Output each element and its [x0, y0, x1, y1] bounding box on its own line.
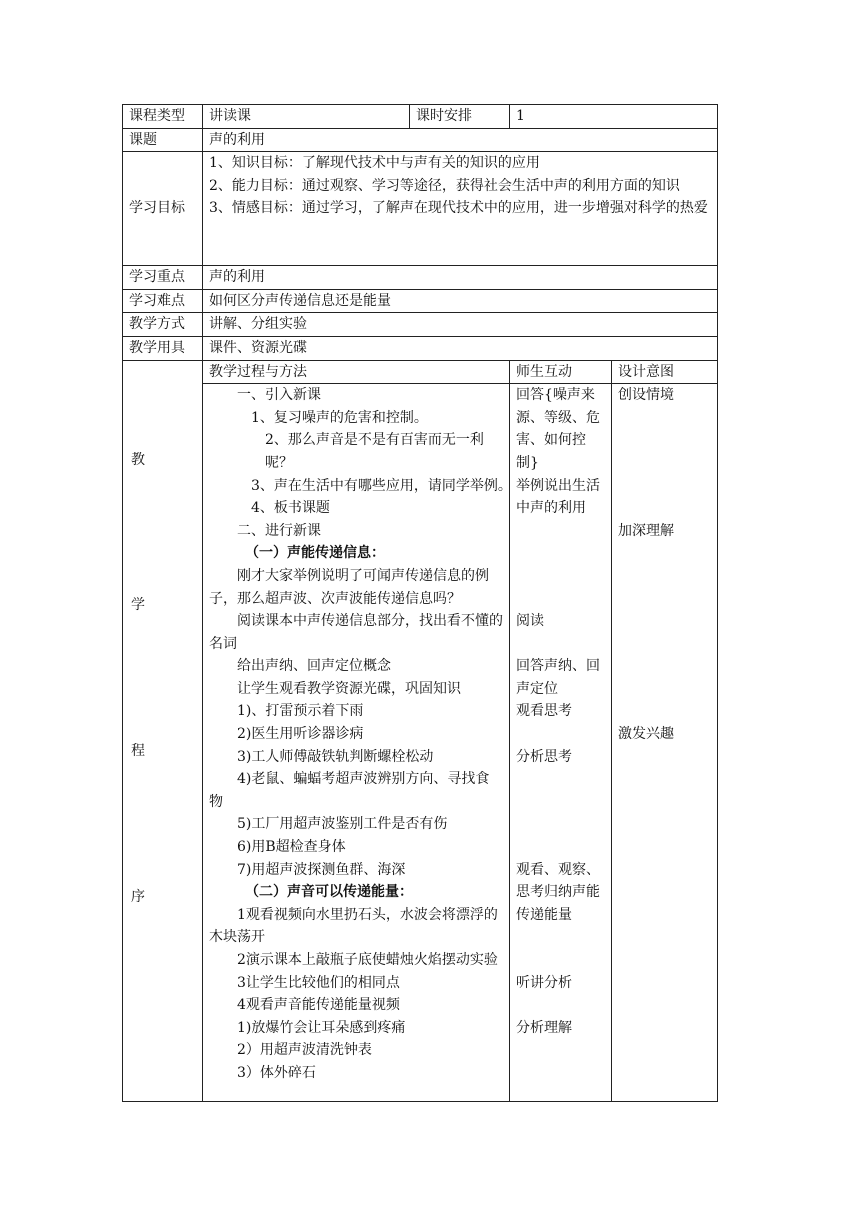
- row-process-body: [123, 384, 718, 1102]
- objectives-label: 学习目标: [123, 152, 203, 266]
- row-tools: [123, 336, 718, 360]
- objective-item: 2、能力目标：通过观察、学习等途径，获得社会生活中声的利用方面的知识: [209, 177, 680, 194]
- step-line: 6)用B超检查身体: [237, 839, 346, 856]
- tools-label: 教学用具: [123, 336, 203, 360]
- step-line: 2）用超声波清洗钟表: [237, 1042, 372, 1059]
- interaction-item: 阅读: [516, 613, 544, 630]
- interaction-item: 回答声纳、回声定位: [516, 658, 600, 697]
- step-line: 5)工厂用超声波鉴别工件是否有伤: [237, 816, 448, 833]
- interaction-column: [510, 384, 612, 1102]
- lesson-plan-table: [122, 104, 718, 1102]
- schedule-value: 1: [510, 105, 718, 129]
- step-line: 4观看声音能传递能量视频: [237, 997, 400, 1014]
- col-header-intent: 设计意图: [612, 360, 718, 384]
- step-line: 4)老鼠、蝙蝠考超声波辨别方向、寻找食物: [209, 771, 490, 810]
- row-topic: [123, 128, 718, 152]
- step-line: 阅读课本中声传递信息部分，找出看不懂的名词: [209, 613, 503, 652]
- interaction-item: 回答{噪声来源、等级、危害、如何控制}: [516, 387, 600, 471]
- topic-value: 声的利用: [203, 128, 718, 152]
- interaction-item: 分析思考: [516, 748, 572, 765]
- difficulty-label: 学习难点: [123, 289, 203, 313]
- interaction-item: 分析理解: [516, 1019, 572, 1036]
- step-heading: （一）声能传递信息：: [245, 545, 385, 562]
- course-type-label: 课程类型: [123, 105, 203, 129]
- objective-item: 3、情感目标：通过学习，了解声在现代技术中的应用，进一步增强对科学的热爱: [209, 200, 708, 217]
- step-line: 1观看视频向水里扔石头，水波会将漂浮的木块荡开: [209, 906, 498, 946]
- intent-item: 加深理解: [618, 522, 674, 539]
- schedule-label: 课时安排: [410, 105, 510, 129]
- intent-column: [612, 384, 718, 1102]
- col-header-interaction: 师生互动: [510, 360, 612, 384]
- col-header-process: 教学过程与方法: [203, 360, 510, 384]
- interaction-item: 举例说出生活中声的利用: [516, 477, 600, 517]
- key-point-label: 学习重点: [123, 266, 203, 290]
- step-line: 3让学生比较他们的相同点: [237, 974, 400, 991]
- method-label: 教学方式: [123, 313, 203, 337]
- process-side-label: [123, 360, 203, 1102]
- method-value: 讲解、分组实验: [203, 313, 718, 337]
- step-line: 1)、打雷预示着下雨: [237, 703, 364, 720]
- step-line: 刚才大家举例说明了可闻声传递信息的例子，那么超声波、次声波能传递信息吗？: [209, 567, 489, 607]
- step-line: 二、进行新课: [237, 522, 321, 539]
- key-point-value: 声的利用: [203, 266, 718, 290]
- step-line: 一、引入新课: [237, 387, 321, 404]
- process-char: 程: [131, 743, 145, 760]
- step-line: 7)用超声波探测鱼群、海深: [237, 861, 406, 878]
- step-line: 3）体外碎石: [237, 1064, 316, 1081]
- step-line: 3、声在生活中有哪些应用，请同学举例。: [251, 477, 512, 494]
- process-char: 学: [131, 597, 145, 614]
- course-type-value: 讲读课: [203, 105, 410, 129]
- step-line: 3)工人师傅敲铁轨判断螺栓松动: [237, 748, 434, 765]
- step-line: 给出声纳、回声定位概念: [237, 658, 391, 675]
- interaction-item: 听讲分析: [516, 974, 572, 991]
- step-line: 让学生观看教学资源光碟，巩固知识: [237, 680, 461, 697]
- objective-item: 1、知识目标：了解现代技术中与声有关的知识的应用: [209, 155, 540, 172]
- row-objectives: [123, 152, 718, 266]
- step-line: 2、那么声音是不是有百害而无一利呢？: [265, 432, 484, 471]
- intent-item: 创设情境: [618, 387, 674, 404]
- row-course-type: [123, 105, 718, 129]
- row-process-headers: [123, 360, 718, 384]
- difficulty-value: 如何区分声传递信息还是能量: [203, 289, 718, 313]
- process-char: 序: [131, 888, 145, 905]
- interaction-item: 观看、观察、思考归纳声能传递能量: [516, 861, 600, 923]
- row-difficulty: [123, 289, 718, 313]
- step-line: 1、复习噪声的危害和控制。: [251, 409, 428, 426]
- row-key-point: [123, 266, 718, 290]
- tools-value: 课件、资源光碟: [203, 336, 718, 360]
- step-line: 2)医生用听诊器诊病: [237, 726, 364, 743]
- step-line: 4、板书课题: [251, 500, 330, 517]
- process-char: 教: [131, 451, 145, 468]
- step-heading: （二）声音可以传递能量：: [245, 884, 413, 901]
- interaction-item: 观看思考: [516, 703, 572, 720]
- step-line: 2演示课本上敲瓶子底使蜡烛火焰摆动实验: [237, 952, 498, 968]
- topic-label: 课题: [123, 128, 203, 152]
- objectives-value: [203, 152, 718, 266]
- process-steps: [203, 384, 510, 1102]
- intent-item: 激发兴趣: [618, 726, 674, 743]
- row-method: [123, 313, 718, 337]
- step-line: 1)放爆竹会让耳朵感到疼痛: [237, 1019, 406, 1036]
